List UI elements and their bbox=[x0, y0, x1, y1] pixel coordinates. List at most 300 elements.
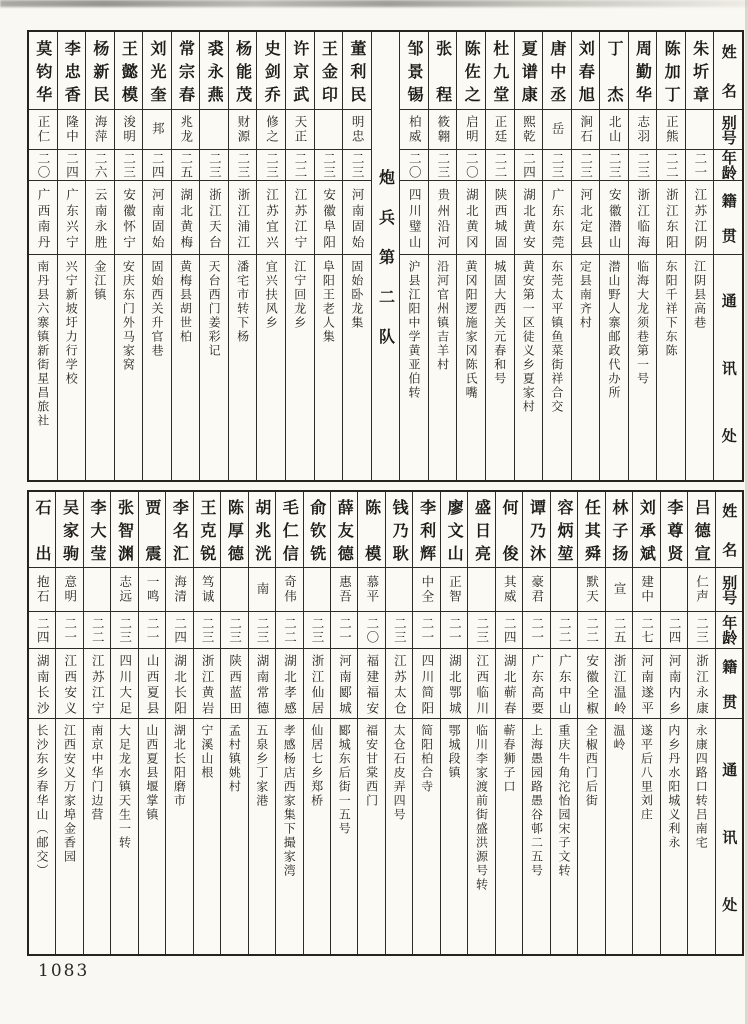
person-address-cell bbox=[229, 255, 257, 480]
person-name-cell bbox=[429, 32, 457, 110]
person-native-place: 广东高要 bbox=[529, 653, 545, 714]
person-age-cell bbox=[29, 612, 55, 649]
person-native-place: 江西安义 bbox=[62, 653, 78, 714]
person-name: 莫钧华 bbox=[33, 39, 53, 102]
person-alias-cell bbox=[413, 568, 439, 612]
person-address: 沿河官州镇吉羊村 bbox=[435, 260, 450, 372]
person-age: 二一 bbox=[145, 616, 161, 644]
person-alias-cell bbox=[629, 110, 657, 150]
person-name-cell bbox=[58, 32, 86, 110]
person-address-cell bbox=[686, 255, 714, 480]
person-alias: 明忠 bbox=[350, 115, 366, 144]
person-name-cell bbox=[606, 492, 632, 568]
person-age-cell bbox=[629, 150, 657, 181]
header-address-cell bbox=[714, 255, 742, 480]
person-native-place: 安徽全椒 bbox=[584, 653, 600, 714]
person-name: 陈模 bbox=[362, 498, 382, 561]
person-alias: 其威 bbox=[502, 575, 518, 604]
person-name: 李利辉 bbox=[417, 498, 437, 561]
person-address: 宜兴扶风乡 bbox=[264, 260, 279, 330]
person-alias-cell bbox=[315, 110, 343, 150]
person-address: 孝感杨店西家集下撮家湾 bbox=[282, 724, 297, 878]
person-name: 钱乃耿 bbox=[390, 498, 410, 561]
person-age-cell bbox=[143, 150, 171, 181]
person-name: 刘光奎 bbox=[147, 39, 167, 102]
person-native-place: 四川大足 bbox=[117, 653, 133, 714]
person-address-cell bbox=[172, 255, 200, 480]
person-age-cell bbox=[194, 612, 220, 649]
person-age: 二一 bbox=[529, 616, 545, 644]
person-age: 二三 bbox=[435, 151, 451, 179]
person-native-place: 湖北蕲春 bbox=[502, 653, 518, 714]
person-name: 陈厚德 bbox=[225, 498, 245, 561]
person-alias-cell bbox=[194, 568, 220, 612]
person-name-cell bbox=[115, 32, 143, 110]
person-native-place-cell bbox=[172, 181, 200, 255]
person-name-cell bbox=[257, 32, 285, 110]
person-native-place: 河南遂平 bbox=[639, 653, 655, 714]
person-alias-cell bbox=[115, 110, 143, 150]
person-native-place-cell bbox=[139, 649, 165, 719]
person-native-place-cell bbox=[661, 649, 687, 719]
person-native-place-cell bbox=[496, 649, 522, 719]
person-native-place-cell bbox=[86, 181, 114, 255]
person-age-cell bbox=[358, 612, 384, 649]
person-column bbox=[142, 32, 171, 480]
person-age: 二四 bbox=[521, 151, 537, 179]
person-address: 江阴县高巷 bbox=[692, 260, 707, 330]
person-name-cell bbox=[111, 492, 137, 568]
person-address-cell bbox=[56, 719, 82, 954]
person-name: 邹景锡 bbox=[405, 39, 425, 102]
person-native-place-cell bbox=[56, 649, 82, 719]
person-age-cell bbox=[600, 150, 628, 181]
person-alias: 涧石 bbox=[578, 115, 594, 144]
person-address-cell bbox=[572, 255, 600, 480]
scan-artifact-top-edge bbox=[0, 0, 748, 7]
person-name-cell bbox=[457, 32, 485, 110]
person-native-place: 云南永胜 bbox=[93, 187, 109, 248]
person-column bbox=[275, 492, 302, 954]
header-age-cell bbox=[716, 612, 742, 649]
person-alias-cell bbox=[600, 110, 628, 150]
unit-label-cell bbox=[372, 32, 400, 480]
person-alias: 慕平 bbox=[364, 575, 380, 604]
person-alias-cell bbox=[358, 568, 384, 612]
person-name-cell bbox=[496, 492, 522, 568]
person-name-cell bbox=[600, 32, 628, 110]
person-native-place-cell bbox=[400, 181, 428, 255]
person-age: 二二 bbox=[664, 151, 680, 179]
person-native-place: 浙江永康 bbox=[694, 653, 710, 714]
header-name: 姓名 bbox=[720, 502, 739, 557]
person-age-cell bbox=[84, 612, 110, 649]
person-address-cell bbox=[86, 255, 114, 480]
person-alias: 邦 bbox=[150, 122, 166, 137]
person-address-cell bbox=[551, 719, 577, 954]
person-address-cell bbox=[486, 255, 514, 480]
person-column bbox=[599, 32, 628, 480]
person-name: 张程 bbox=[433, 39, 453, 102]
person-column bbox=[228, 32, 257, 480]
person-name: 吴家驹 bbox=[60, 498, 80, 561]
person-native-place: 陕西城固 bbox=[492, 187, 508, 248]
person-address: 江宁回龙乡 bbox=[292, 260, 307, 330]
person-native-place-cell bbox=[286, 181, 314, 255]
person-age: 二四 bbox=[667, 616, 683, 644]
person-alias-cell bbox=[331, 568, 357, 612]
page-number: 1083 bbox=[38, 961, 90, 981]
person-native-place: 江苏太仓 bbox=[392, 653, 408, 714]
person-native-place: 广西南丹 bbox=[35, 187, 51, 248]
person-alias: 熙乾 bbox=[521, 115, 537, 144]
person-age-cell bbox=[249, 612, 275, 649]
person-address-cell bbox=[578, 719, 604, 954]
roster-table-lower bbox=[27, 490, 744, 956]
person-age: 二三 bbox=[550, 151, 566, 179]
person-column bbox=[605, 492, 632, 954]
person-age-cell bbox=[286, 150, 314, 181]
person-native-place-cell bbox=[629, 181, 657, 255]
person-name-cell bbox=[400, 32, 428, 110]
person-age-cell bbox=[486, 150, 514, 181]
person-age-cell bbox=[441, 612, 467, 649]
person-address: 福安甘棠西门 bbox=[364, 724, 379, 808]
person-native-place: 江苏江宁 bbox=[293, 187, 309, 248]
person-native-place-cell bbox=[543, 181, 571, 255]
person-name-cell bbox=[249, 492, 275, 568]
person-address: 简阳柏合寺 bbox=[419, 724, 434, 794]
person-age-cell bbox=[657, 150, 685, 181]
person-native-place-cell bbox=[84, 649, 110, 719]
person-age-cell bbox=[56, 612, 82, 649]
person-column bbox=[83, 492, 110, 954]
person-native-place: 湖北孝感 bbox=[282, 653, 298, 714]
person-name: 廖文山 bbox=[445, 498, 465, 561]
person-name: 贾震 bbox=[142, 498, 162, 561]
person-alias: 豪君 bbox=[529, 575, 545, 604]
person-address-cell bbox=[111, 719, 137, 954]
header-name-cell bbox=[716, 492, 742, 568]
person-name: 董利民 bbox=[347, 39, 367, 102]
person-name-cell bbox=[343, 32, 371, 110]
person-native-place-cell bbox=[468, 649, 494, 719]
person-address-cell bbox=[606, 719, 632, 954]
person-address-cell bbox=[166, 719, 192, 954]
person-name-cell bbox=[441, 492, 467, 568]
person-age: 二三 bbox=[207, 151, 223, 179]
person-age-cell bbox=[633, 612, 659, 649]
person-column bbox=[29, 32, 57, 480]
person-address: 南京中华门边营 bbox=[89, 724, 104, 822]
person-name: 王克锐 bbox=[197, 498, 217, 561]
person-alias-cell bbox=[58, 110, 86, 150]
person-address: 仙居七乡郑桥 bbox=[309, 724, 324, 808]
person-address-cell bbox=[29, 255, 57, 480]
person-address: 潜山野人寨邮政代办所 bbox=[606, 260, 621, 400]
header-name: 姓名 bbox=[719, 43, 738, 98]
person-age-cell bbox=[331, 612, 357, 649]
person-address: 临海大龙须巷第一号 bbox=[635, 260, 650, 386]
person-alias-cell bbox=[543, 110, 571, 150]
person-address: 沪县江阳中学黄亚伯转 bbox=[407, 260, 422, 400]
person-native-place: 河南固始 bbox=[150, 187, 166, 248]
person-native-place-cell bbox=[686, 181, 714, 255]
person-address-cell bbox=[200, 255, 228, 480]
person-column bbox=[114, 32, 143, 480]
person-alias: 中全 bbox=[419, 575, 435, 604]
person-address: 遂平后八里刘庄 bbox=[639, 724, 654, 822]
person-address: 潘宅市转下杨 bbox=[235, 260, 250, 344]
person-age-cell bbox=[572, 150, 600, 181]
person-name-cell bbox=[661, 492, 687, 568]
person-column bbox=[357, 492, 384, 954]
person-alias-cell bbox=[457, 110, 485, 150]
person-name: 林子扬 bbox=[609, 498, 629, 561]
person-alias-cell bbox=[29, 568, 55, 612]
person-address: 湖北长阳磨市 bbox=[172, 724, 187, 808]
header-column bbox=[713, 32, 742, 480]
person-alias: 隆中 bbox=[64, 115, 80, 144]
person-alias-cell bbox=[606, 568, 632, 612]
person-alias-cell bbox=[523, 568, 549, 612]
person-age: 二二 bbox=[492, 151, 508, 179]
person-column bbox=[110, 492, 137, 954]
person-address: 金江镇 bbox=[92, 260, 107, 302]
person-age: 二三 bbox=[121, 151, 137, 179]
person-age-cell bbox=[276, 612, 302, 649]
header-native-place-cell bbox=[716, 649, 742, 719]
header-age-cell bbox=[714, 150, 742, 181]
person-native-place: 四川简阳 bbox=[419, 653, 435, 714]
person-native-place-cell bbox=[600, 181, 628, 255]
person-alias-cell bbox=[143, 110, 171, 150]
person-address: 黄梅县胡世柏 bbox=[178, 260, 193, 344]
person-age: 二二 bbox=[90, 616, 106, 644]
person-column bbox=[220, 492, 247, 954]
person-name-cell bbox=[515, 32, 543, 110]
person-column bbox=[467, 492, 494, 954]
person-age: 二三 bbox=[227, 616, 243, 644]
person-native-place: 浙江浦江 bbox=[235, 187, 251, 248]
person-alias-cell bbox=[343, 110, 371, 150]
person-name-cell bbox=[331, 492, 357, 568]
person-name-cell bbox=[629, 32, 657, 110]
person-age: 二三 bbox=[200, 616, 216, 644]
person-native-place: 湖北长阳 bbox=[172, 653, 188, 714]
person-name: 杨能茂 bbox=[233, 39, 253, 102]
person-age: 二〇 bbox=[407, 151, 423, 179]
person-name: 陈佐之 bbox=[462, 39, 482, 102]
person-column bbox=[656, 32, 685, 480]
person-native-place-cell bbox=[633, 649, 659, 719]
person-address-cell bbox=[657, 255, 685, 480]
person-name: 李忠香 bbox=[62, 39, 82, 102]
person-name-cell bbox=[578, 492, 604, 568]
person-native-place: 浙江东阳 bbox=[664, 187, 680, 248]
person-address: 黄安第一区徒义乡夏家村 bbox=[521, 260, 536, 414]
person-name-cell bbox=[221, 492, 247, 568]
person-native-place: 陕西蓝田 bbox=[227, 653, 243, 714]
person-name: 何俊 bbox=[500, 498, 520, 561]
person-column bbox=[29, 492, 55, 954]
person-address: 温岭 bbox=[611, 724, 626, 752]
person-name-cell bbox=[229, 32, 257, 110]
person-address: 南丹县六寨镇新街星昌旅社 bbox=[35, 260, 50, 428]
person-age-cell bbox=[257, 150, 285, 181]
person-address-cell bbox=[143, 255, 171, 480]
person-native-place: 江苏宜兴 bbox=[264, 187, 280, 248]
person-address: 大足龙水镇天生一转 bbox=[117, 724, 132, 850]
person-age-cell bbox=[315, 150, 343, 181]
person-column bbox=[428, 32, 457, 480]
person-address: 固始卧龙集 bbox=[349, 260, 364, 330]
person-age-cell bbox=[58, 150, 86, 181]
person-alias: 海清 bbox=[172, 575, 188, 604]
person-alias: 筱翱 bbox=[435, 115, 451, 144]
person-column bbox=[412, 492, 439, 954]
person-address-cell bbox=[257, 255, 285, 480]
person-address: 固始西关升官巷 bbox=[149, 260, 164, 358]
person-address: 宁溪山根 bbox=[199, 724, 214, 780]
person-age: 二三 bbox=[607, 151, 623, 179]
person-address: 阜阳王老人集 bbox=[321, 260, 336, 344]
person-column bbox=[342, 32, 371, 480]
person-age: 二七 bbox=[639, 616, 655, 644]
person-address-cell bbox=[629, 255, 657, 480]
person-alias-cell bbox=[166, 568, 192, 612]
person-name: 容炳堃 bbox=[554, 498, 574, 561]
person-age: 二三 bbox=[694, 616, 710, 644]
person-native-place-cell bbox=[578, 649, 604, 719]
person-native-place: 安徽阜阳 bbox=[321, 187, 337, 248]
person-native-place: 浙江温岭 bbox=[612, 653, 628, 714]
person-alias: 正廷 bbox=[492, 115, 508, 144]
person-column bbox=[256, 32, 285, 480]
person-native-place: 安徽潜山 bbox=[607, 187, 623, 248]
person-address: 孟村镇姚村 bbox=[227, 724, 242, 794]
person-address: 天台西门姜彩记 bbox=[207, 260, 222, 358]
person-alias-cell bbox=[139, 568, 165, 612]
header-address: 通讯处 bbox=[719, 292, 738, 443]
person-alias: 抱石 bbox=[35, 575, 51, 604]
person-alias: 志羽 bbox=[635, 115, 651, 144]
person-name: 胡兆洸 bbox=[252, 498, 272, 561]
person-native-place-cell bbox=[200, 181, 228, 255]
person-name: 张智渊 bbox=[115, 498, 135, 561]
person-alias-cell bbox=[572, 110, 600, 150]
person-age-cell bbox=[578, 612, 604, 649]
person-address-cell bbox=[84, 719, 110, 954]
person-native-place: 江苏江阴 bbox=[692, 187, 708, 248]
person-name-cell bbox=[358, 492, 384, 568]
person-native-place: 浙江仙居 bbox=[309, 653, 325, 714]
person-name-cell bbox=[84, 492, 110, 568]
person-native-place: 湖北黄冈 bbox=[464, 187, 480, 248]
person-column bbox=[303, 492, 330, 954]
person-name-cell bbox=[315, 32, 343, 110]
person-address-cell bbox=[600, 255, 628, 480]
person-alias-cell bbox=[578, 568, 604, 612]
person-address: 定县南齐村 bbox=[578, 260, 593, 330]
person-age: 二一 bbox=[447, 616, 463, 644]
person-column bbox=[571, 32, 600, 480]
person-alias: 惠吾 bbox=[337, 575, 353, 604]
person-native-place: 湖北黄梅 bbox=[178, 187, 194, 248]
person-name: 王金印 bbox=[319, 39, 339, 102]
person-age-cell bbox=[115, 150, 143, 181]
person-address-cell bbox=[633, 719, 659, 954]
person-address: 东阳千祥下东陈 bbox=[664, 260, 679, 358]
person-name: 裘永燕 bbox=[205, 39, 225, 102]
person-address: 五泉乡丁家港 bbox=[254, 724, 269, 808]
person-age-cell bbox=[551, 612, 577, 649]
person-address-cell bbox=[468, 719, 494, 954]
person-address: 鄂城段镇 bbox=[447, 724, 462, 780]
person-native-place: 湖南长沙 bbox=[35, 653, 51, 714]
person-column bbox=[628, 32, 657, 480]
person-alias-cell bbox=[496, 568, 522, 612]
person-native-place-cell bbox=[331, 649, 357, 719]
person-age-cell bbox=[496, 612, 522, 649]
person-age: 二三 bbox=[321, 151, 337, 179]
person-alias-cell bbox=[429, 110, 457, 150]
person-name: 杨新民 bbox=[90, 39, 110, 102]
person-address-cell bbox=[457, 255, 485, 480]
person-alias: 天正 bbox=[293, 115, 309, 144]
person-name-cell bbox=[688, 492, 714, 568]
person-native-place: 河南内乡 bbox=[667, 653, 683, 714]
person-address-cell bbox=[413, 719, 439, 954]
person-alias: 默天 bbox=[584, 575, 600, 604]
person-age-cell bbox=[606, 612, 632, 649]
person-address-cell bbox=[29, 719, 55, 954]
person-column bbox=[285, 32, 314, 480]
person-address-cell bbox=[115, 255, 143, 480]
person-address-cell bbox=[58, 255, 86, 480]
person-address-cell bbox=[688, 719, 714, 954]
person-alias: 一鸣 bbox=[145, 575, 161, 604]
person-age-cell bbox=[523, 612, 549, 649]
person-address: 蕲春狮子口 bbox=[502, 724, 517, 794]
person-alias: 北山 bbox=[607, 115, 623, 144]
person-native-place-cell bbox=[386, 649, 412, 719]
person-column bbox=[550, 492, 577, 954]
person-address: 黄冈阳逻施家冈陈氏嘴 bbox=[464, 260, 479, 400]
header-address: 通讯处 bbox=[720, 761, 739, 912]
person-column bbox=[456, 32, 485, 480]
person-alias: 财源 bbox=[235, 115, 251, 144]
person-age-cell bbox=[386, 612, 412, 649]
person-address: 内乡丹水阳城义利永 bbox=[666, 724, 681, 850]
person-age: 二四 bbox=[172, 616, 188, 644]
person-native-place: 浙江天台 bbox=[207, 187, 223, 248]
person-name: 夏谱康 bbox=[519, 39, 539, 102]
person-address: 重庆牛角沱怡园宋子文转 bbox=[556, 724, 571, 878]
person-address-cell bbox=[441, 719, 467, 954]
person-alias-cell bbox=[229, 110, 257, 150]
person-age-cell bbox=[172, 150, 200, 181]
person-age: 二五 bbox=[612, 616, 628, 644]
person-address-cell bbox=[543, 255, 571, 480]
person-address: 上海愚园路愚谷邨二五号 bbox=[529, 724, 544, 878]
header-native-place: 籍贯 bbox=[719, 192, 738, 243]
person-native-place-cell bbox=[457, 181, 485, 255]
person-address-cell bbox=[249, 719, 275, 954]
person-age: 二一 bbox=[62, 616, 78, 644]
person-alias: 兆龙 bbox=[178, 115, 194, 144]
person-age: 二四 bbox=[35, 616, 51, 644]
